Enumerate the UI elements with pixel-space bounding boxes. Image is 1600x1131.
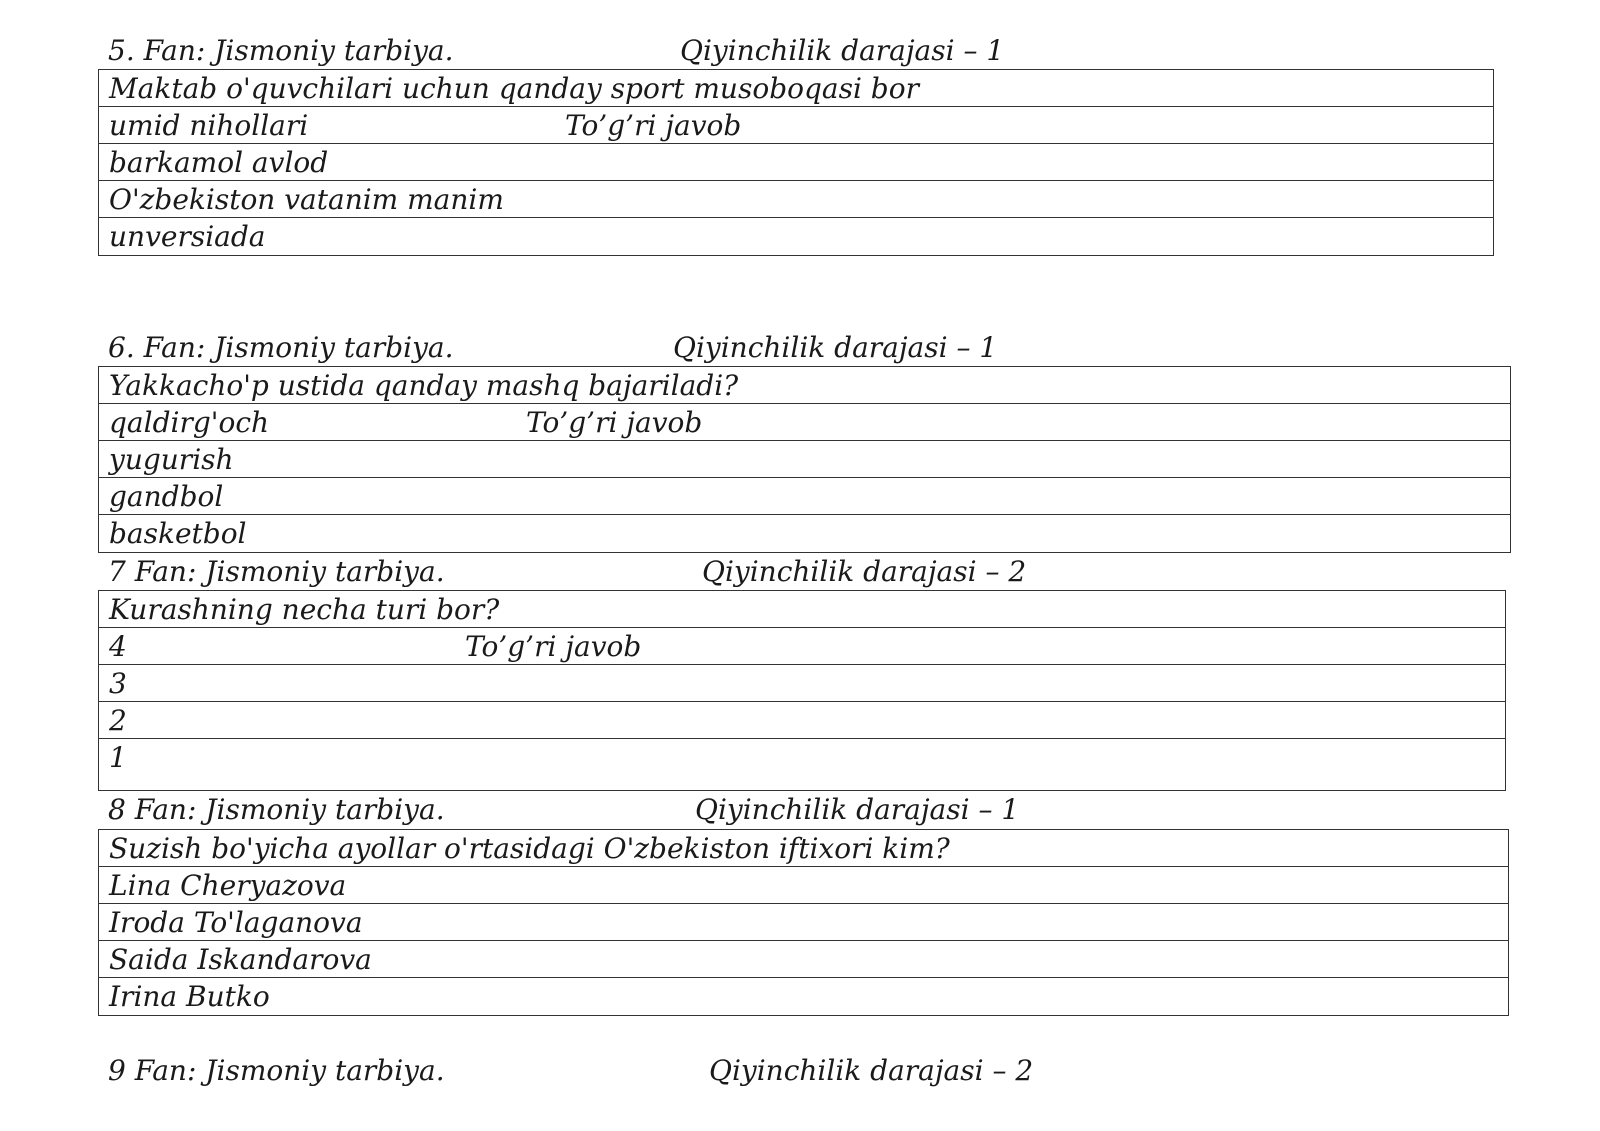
correct-answer-marker: To’g’ri javob bbox=[565, 109, 742, 142]
question-6-option-3: gandbol bbox=[99, 478, 1510, 515]
question-7-table bbox=[98, 590, 1506, 791]
question-6-option-4: basketbol bbox=[109, 517, 247, 550]
question-8-subject: 8 Fan: Jismoniy tarbiya. bbox=[108, 793, 445, 826]
question-5-difficulty: Qiyinchilik darajasi – 1 bbox=[680, 34, 1005, 67]
question-8-option-1: Lina Cheryazova bbox=[99, 867, 1508, 904]
question-5-header bbox=[108, 34, 1008, 68]
question-5-option-2: barkamol avlod bbox=[99, 144, 1493, 181]
option-text: umid nihollari bbox=[109, 109, 309, 142]
question-8-header bbox=[108, 793, 1020, 827]
question-5-option-4: unversiada bbox=[109, 220, 266, 253]
question-8-option-2: Iroda To'laganova bbox=[99, 904, 1508, 941]
question-5-table bbox=[98, 69, 1494, 256]
question-6-difficulty: Qiyinchilik darajasi – 1 bbox=[673, 331, 998, 364]
question-7-text: Kurashning necha turi bor? bbox=[99, 591, 1505, 628]
question-6-table bbox=[98, 366, 1511, 553]
question-8-table bbox=[98, 829, 1509, 1016]
correct-answer-marker: To’g’ri javob bbox=[526, 406, 703, 439]
question-5-subject: 5. Fan: Jismoniy tarbiya. bbox=[108, 34, 454, 67]
question-7-subject: 7 Fan: Jismoniy tarbiya. bbox=[108, 555, 445, 588]
option-text: qaldirg'och bbox=[109, 406, 270, 439]
question-5-text: Maktab o'quvchilari uchun qanday sport musoboqasi bor bbox=[99, 70, 1493, 107]
correct-answer-marker: To’g’ri javob bbox=[465, 630, 642, 663]
question-9-difficulty: Qiyinchilik darajasi – 2 bbox=[709, 1054, 1034, 1087]
question-7-option-3: 2 bbox=[99, 702, 1505, 739]
question-6-option-2: yugurish bbox=[99, 441, 1510, 478]
question-8-text: Suzish bo'yicha ayollar o'rtasidagi O'zbekiston iftixori kim? bbox=[99, 830, 1508, 867]
question-5-option-3: O'zbekiston vatanim manim bbox=[99, 181, 1493, 218]
question-5-option-1 bbox=[99, 107, 1493, 144]
question-9-subject: 9 Fan: Jismoniy tarbiya. bbox=[108, 1054, 445, 1087]
question-7-option-4: 1 bbox=[109, 741, 127, 774]
question-8-option-3: Saida Iskandarova bbox=[99, 941, 1508, 978]
question-6-header bbox=[108, 331, 1008, 365]
question-9-header bbox=[108, 1054, 1034, 1088]
question-6-subject: 6. Fan: Jismoniy tarbiya. bbox=[108, 331, 454, 364]
question-7-header bbox=[108, 555, 1027, 589]
question-6-option-1 bbox=[99, 404, 1510, 441]
question-8-difficulty: Qiyinchilik darajasi – 1 bbox=[695, 793, 1020, 826]
question-7-difficulty: Qiyinchilik darajasi – 2 bbox=[702, 555, 1027, 588]
question-7-option-1 bbox=[99, 628, 1505, 665]
question-8-option-4: Irina Butko bbox=[109, 980, 270, 1013]
option-text: 4 bbox=[109, 630, 127, 663]
question-6-text: Yakkacho'p ustida qanday mashq bajariladi? bbox=[99, 367, 1510, 404]
question-7-option-2: 3 bbox=[99, 665, 1505, 702]
